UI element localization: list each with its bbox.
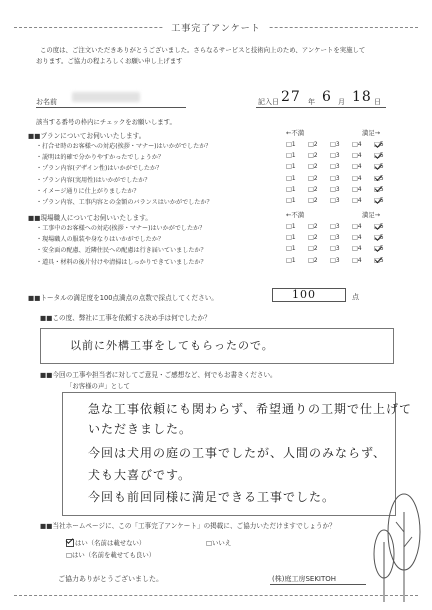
staff-question-2: ・現場職人の服装や身なりはいかがでしたか？	[36, 236, 164, 244]
voice-heading: ■■今回の工事や担当者に対してご意見・ご感想など、何でもお書きください。	[40, 371, 277, 379]
plan-q4-option-1[interactable]: □1	[286, 174, 296, 182]
date-month: 6	[322, 89, 332, 105]
staff-q2-option-5[interactable]: □5	[374, 234, 384, 242]
company-underline	[270, 584, 366, 585]
staff-q2-option-4[interactable]: □4	[352, 234, 362, 242]
voice-line-1: 急な工事依頼にも関わらず、希望通りの工期で仕上げて	[88, 402, 413, 416]
plan-q1-option-1[interactable]: □1	[286, 141, 296, 148]
staff-q3-option-4[interactable]: □4	[352, 245, 362, 253]
plan-q4-option-2[interactable]: □2	[308, 174, 318, 182]
plan-question-5: ・イメージ通りに仕上がりましたか？	[36, 187, 140, 195]
overall-heading: ■■トータルの満足度を100点満点の点数で採点してください。	[28, 294, 218, 302]
staff-scale-low: ←不満	[286, 211, 305, 219]
plan-q4-option-3[interactable]: □3	[330, 174, 340, 182]
score-unit: 点	[352, 293, 359, 301]
voice-label: 「お客様の声」として	[66, 382, 130, 390]
tree-illustration	[366, 492, 426, 604]
staff-q3-option-1[interactable]: □1	[286, 245, 296, 253]
staff-q4-option-4[interactable]: □4	[352, 256, 362, 264]
footer-thanks: ご協力ありがとうございました。	[58, 575, 163, 583]
plan-question-4: ・プラン内容(実用性)はいかがでしたか？	[36, 176, 151, 184]
staff-question-4: ・道具・材料の後片付けや清掃はしっかりできていましたか？	[36, 258, 207, 266]
plan-q2-option-5[interactable]: □5	[374, 152, 384, 160]
plan-q5-option-2[interactable]: □2	[308, 185, 318, 193]
date-underline	[256, 107, 386, 108]
staff-q2-option-3[interactable]: □3	[330, 234, 340, 242]
voice-line-3: 今回は犬用の庭の工事でしたが、人間のみならず、	[88, 446, 387, 460]
plan-q5-option-5[interactable]: □5	[374, 185, 384, 193]
date-day-unit: 日	[374, 98, 381, 106]
plan-q3-option-5[interactable]: □5	[374, 163, 384, 171]
staff-q3-option-3[interactable]: □3	[330, 245, 340, 253]
plan-q5-option-4[interactable]: □4	[352, 185, 362, 193]
plan-q6-option-1[interactable]: □1	[286, 197, 296, 204]
plan-q2-option-1[interactable]: □1	[286, 152, 296, 160]
plan-question-3: ・プラン内容(デザイン性)はいかがでしたか？	[36, 165, 163, 173]
intro-line-1: この度は、ご注文いただきありがとうございました。さらなるサービスと技術向上のため、アンケートを実施して	[40, 46, 366, 54]
date-year-unit: 年	[308, 98, 315, 106]
voice-line-4: 犬も大喜びです。	[88, 468, 192, 482]
instructions: 該当する番号の枠内にチェックをお願いします。	[36, 118, 176, 126]
staff-q1-option-1[interactable]: □1	[286, 223, 296, 230]
staff-question-3: ・安全面の配慮、近隣住民への配慮は行き届いていましたか？	[36, 247, 207, 255]
score-value: 100	[292, 288, 316, 301]
date-label: 記入日	[258, 98, 279, 106]
staff-q3-option-5[interactable]: □5	[374, 245, 384, 253]
date-day: 18	[352, 89, 372, 105]
name-label: お名前	[36, 98, 57, 106]
plan-q3-option-3[interactable]: □3	[330, 163, 340, 171]
yes-named-option[interactable]: □はい（名前を載せても良い）	[66, 551, 156, 559]
plan-scale-high: 満足→	[362, 129, 381, 137]
staff-heading: ■■現場職人についてお伺いいたします。	[28, 214, 152, 222]
plan-q1-option-3[interactable]: □3	[330, 141, 340, 148]
plan-question-2: ・説明は的確で分かりやすかったでしょうか？	[36, 154, 164, 162]
staff-q1-option-5[interactable]: □5	[374, 223, 384, 230]
plan-q2-option-4[interactable]: □4	[352, 152, 362, 160]
website-heading: ■■当社ホームページに、この「工事完了アンケート」の掲載に、ご協力いただけますでしょうか？	[40, 522, 336, 530]
plan-question-6: ・プラン内容、工事内容との金額のバランスはいかがでしたか？	[36, 199, 213, 206]
name-underline	[36, 107, 186, 108]
survey-title: 工事完了アンケート	[0, 21, 432, 34]
staff-q4-option-5[interactable]: □5	[374, 256, 384, 264]
company-name: (株)庭工房SEKITOH	[272, 575, 337, 583]
plan-q2-option-2[interactable]: □2	[308, 152, 318, 160]
intro-line-2: おります。ご協力の程よろしくお願い申し上げます	[36, 57, 183, 65]
date-year: 27	[281, 89, 301, 105]
plan-q3-option-4[interactable]: □4	[352, 163, 362, 171]
staff-q4-option-1[interactable]: □1	[286, 256, 296, 264]
date-month-unit: 月	[338, 98, 345, 106]
plan-q6-option-4[interactable]: □4	[352, 197, 362, 204]
plan-q4-option-4[interactable]: □4	[352, 174, 362, 182]
footer-rule	[14, 595, 418, 596]
plan-heading: ■■プランについてお伺いいたします。	[28, 132, 146, 140]
staff-q4-option-2[interactable]: □2	[308, 256, 318, 264]
plan-scale-low: ←不満	[286, 129, 305, 137]
staff-q1-option-2[interactable]: □2	[308, 223, 318, 230]
plan-q2-option-3[interactable]: □3	[330, 152, 340, 160]
staff-q4-option-3[interactable]: □3	[330, 256, 340, 264]
staff-q2-option-2[interactable]: □2	[308, 234, 318, 242]
plan-q1-option-5[interactable]: □5	[374, 141, 384, 148]
plan-question-1: ・打合せ時のお客様への対応(挨拶・マナー)はいかがでしたか？	[36, 143, 212, 150]
plan-q1-option-2[interactable]: □2	[308, 141, 318, 148]
plan-q3-option-1[interactable]: □1	[286, 163, 296, 171]
plan-q4-option-5[interactable]: □5	[374, 174, 384, 182]
staff-q2-option-1[interactable]: □1	[286, 234, 296, 242]
plan-q6-option-3[interactable]: □3	[330, 197, 340, 204]
yes-anon-label: はい（名前は載せない）	[75, 539, 146, 547]
staff-q3-option-2[interactable]: □2	[308, 245, 318, 253]
plan-q6-option-5[interactable]: □5	[374, 197, 384, 204]
voice-line-2: いただきました。	[88, 422, 193, 436]
staff-question-1: ・工事中のお客様への対応(挨拶・マナー)はいかがでしたか？	[36, 225, 206, 232]
voice-line-5: 今回も前回同様に満足できる工事でした。	[88, 490, 336, 504]
staff-scale-high: 満足→	[362, 211, 381, 219]
staff-q1-option-3[interactable]: □3	[330, 223, 340, 230]
plan-q3-option-2[interactable]: □2	[308, 163, 318, 171]
plan-q5-option-1[interactable]: □1	[286, 185, 296, 193]
plan-q1-option-4[interactable]: □4	[352, 141, 362, 148]
name-redacted	[72, 92, 140, 102]
staff-q1-option-4[interactable]: □4	[352, 223, 362, 230]
reason-heading: ■■この度、弊社に工事を依頼する決め手は何でしたか？	[40, 314, 211, 322]
plan-q5-option-3[interactable]: □3	[330, 185, 340, 193]
plan-q6-option-2[interactable]: □2	[308, 197, 318, 204]
reason-answer: 以前に外構工事をしてもらったので。	[70, 339, 274, 352]
no-option[interactable]: □いいえ	[206, 539, 232, 547]
